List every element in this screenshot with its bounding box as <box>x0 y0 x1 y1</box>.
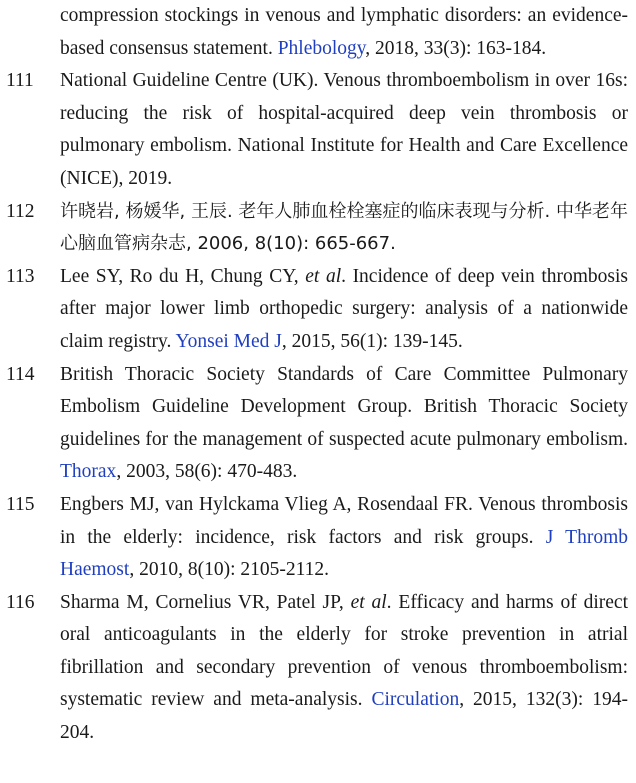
reference-number: 114 <box>6 363 35 385</box>
reference-text: Engbers MJ, van Hylckama Vlieg A, Rosendaal FR. Venous thrombosis in the elderly: incidence, risk factors and risk groups. <box>60 493 628 548</box>
reference-entry <box>0 261 636 359</box>
reference-number: 112 <box>6 200 35 222</box>
reference-entry <box>0 359 636 489</box>
et-al: et al <box>305 265 342 287</box>
reference-entry <box>0 196 636 261</box>
reference-number: 116 <box>6 591 35 613</box>
reference-citation: , 2015, 132(3): 194-204. <box>60 689 628 744</box>
reference-text: British Thoracic Society Standards of Care Committee Pulmonary Embolism Guideline Development Group. British Thoracic Society guidelines for the management of suspected acute pulmonary embolism. <box>60 363 628 450</box>
et-al: et al <box>350 591 387 613</box>
reference-entry <box>0 489 636 587</box>
reference-text: National Guideline Centre (UK). Venous thromboembolism in over 16s: reducing the risk of hospital-acquired deep vein thrombosis or pulmonary embolism. National Institute for Health and Care Excellence (NICE), 2019. <box>60 70 628 189</box>
reference-continuation <box>0 0 636 65</box>
reference-citation: , 2018, 33(3): 163-184. <box>365 37 547 59</box>
reference-entry <box>0 65 636 195</box>
reference-number: 111 <box>6 70 34 92</box>
reference-text: compression stockings in venous and lymphatic disorders: an evidence-based consensus statement. <box>60 5 628 59</box>
journal-link[interactable]: Yonsei Med J <box>175 330 282 352</box>
reference-number: 115 <box>6 493 35 515</box>
journal-link[interactable]: Phlebology <box>277 37 366 59</box>
reference-entry <box>0 587 636 750</box>
reference-text: Lee SY, Ro du H, Chung CY, <box>60 265 306 287</box>
reference-number: 113 <box>6 265 35 287</box>
reference-citation: , 2010, 8(10): 2105-2112. <box>129 559 330 581</box>
journal-link[interactable]: Thorax <box>60 461 117 483</box>
reference-citation: , 2003, 58(6): 470-483. <box>116 461 298 483</box>
journal-link[interactable]: Circulation <box>371 689 460 711</box>
reference-citation: , 2015, 56(1): 139-145. <box>281 330 463 352</box>
reference-text: Sharma M, Cornelius VR, Patel JP, <box>60 591 351 613</box>
journal-link[interactable]: J Thromb Haemost <box>60 526 629 581</box>
reference-text: 许晓岩, 杨媛华, 王辰. 老年人肺血栓栓塞症的临床表现与分析. 中华老年心脑血管病杂志, 2006, 8(10): 665-667. <box>60 200 628 255</box>
reference-text: . Incidence of deep vein thrombosis after major lower limb orthopedic surgery: analysis of a nationwide claim registry. <box>60 265 628 352</box>
reference-text: . Efficacy and harms of direct oral anticoagulants in the elderly for stroke prevention in atrial fibrillation and secondary prevention of venous thromboembolism: systematic review and meta-analysis. <box>60 591 628 711</box>
